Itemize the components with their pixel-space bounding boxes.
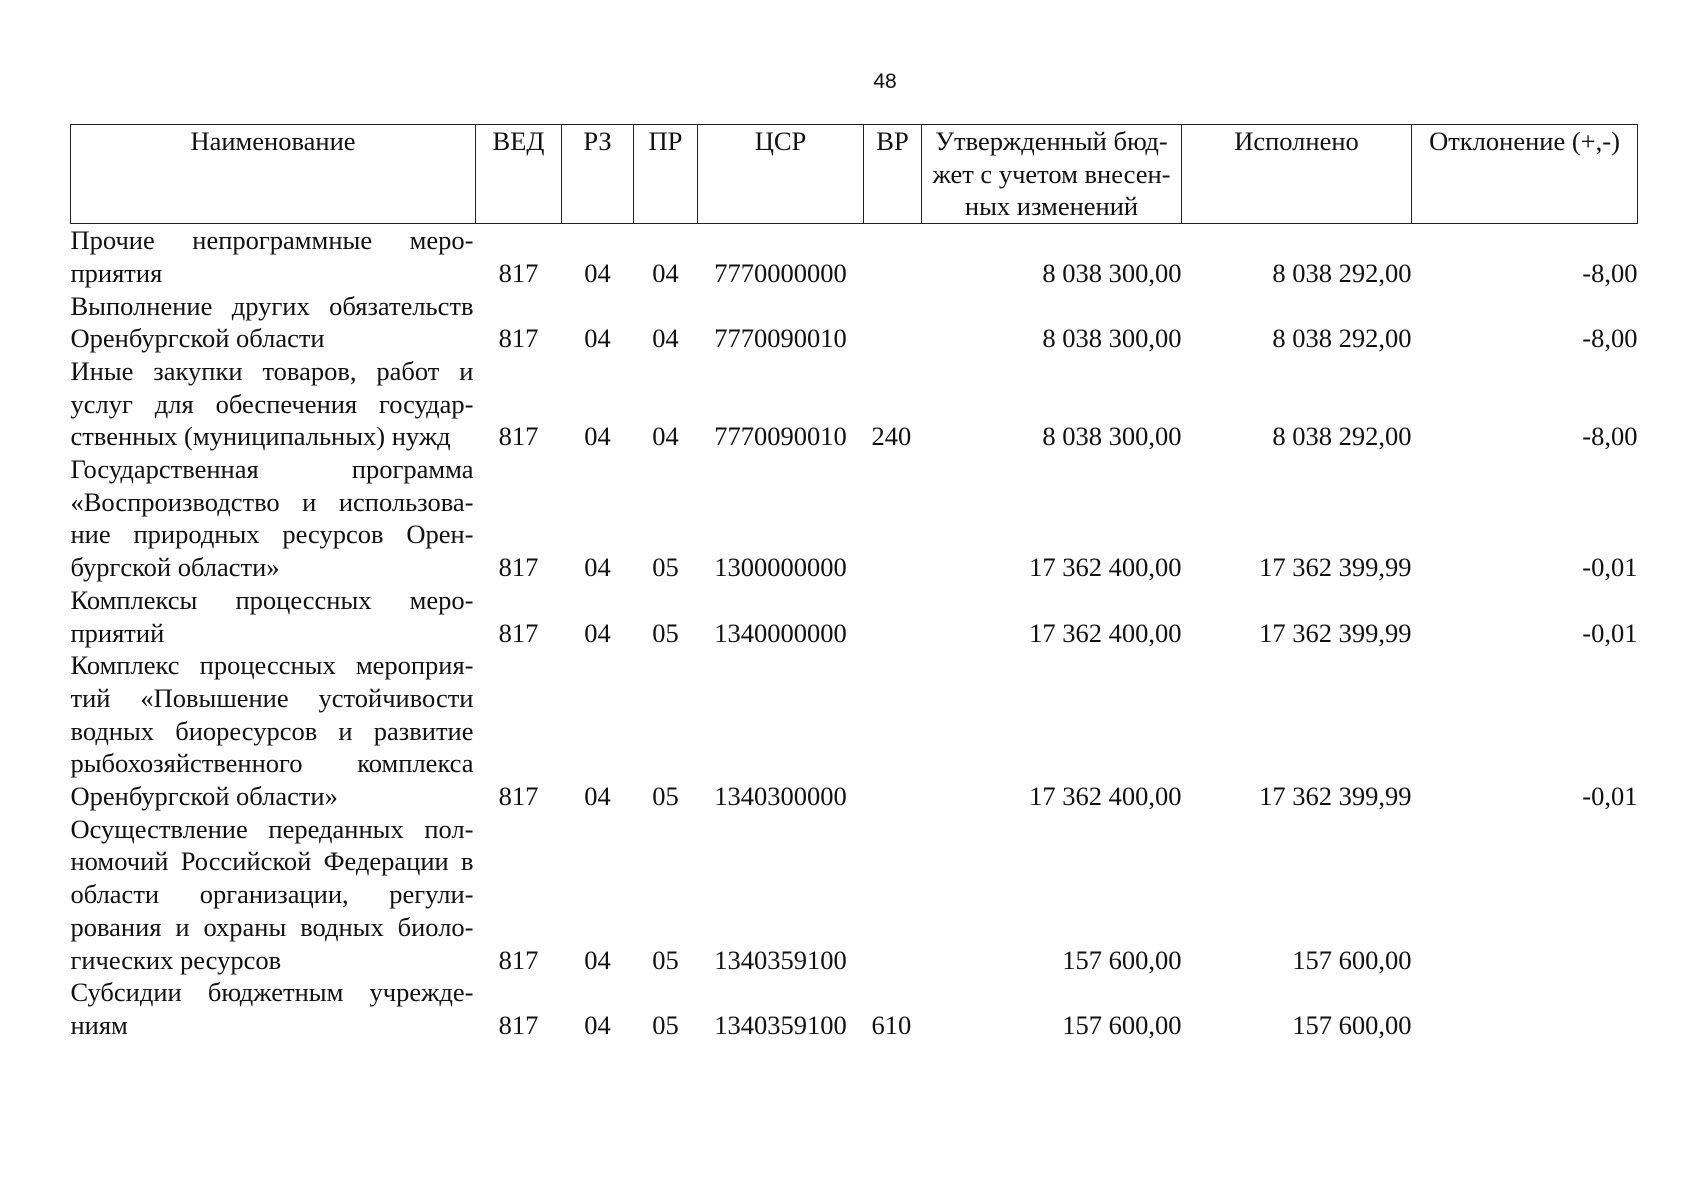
cell-name: Субсидии бюджетным учрежде-ниям <box>70 977 474 1040</box>
cell-approved: 17 362 400,00 <box>1029 617 1182 648</box>
cell-vr <box>864 649 922 813</box>
cell-vr <box>864 290 922 355</box>
cell-executed: 157 600,00 <box>1292 944 1412 975</box>
header-name: Наименование <box>71 125 476 224</box>
header-row <box>71 125 1638 224</box>
cell-executed: 157 600,00 <box>1292 1009 1412 1040</box>
cell-approved: 8 038 300,00 <box>1042 421 1182 452</box>
cell-ved: 817 <box>498 421 539 452</box>
cell-approved: 157 600,00 <box>1062 1009 1182 1040</box>
cell-ved: 817 <box>498 781 539 812</box>
cell-name: Комплексы процессных меро-приятий <box>70 584 474 648</box>
cell-deviation: -0,01 <box>1582 552 1638 583</box>
cell-executed: 17 362 399,99 <box>1259 781 1412 812</box>
header-ved: ВЕД <box>476 125 562 224</box>
cell-ved: 817 <box>498 323 539 354</box>
cell-name: Прочие непрограммные меро-приятия <box>70 225 474 288</box>
budget-table <box>70 124 1638 1042</box>
table-row <box>71 290 1638 355</box>
header-pr: ПР <box>634 125 698 224</box>
cell-pr: 05 <box>652 781 679 812</box>
cell-rz: 04 <box>584 617 611 648</box>
cell-ved: 817 <box>498 257 539 288</box>
cell-csr: 7770090010 <box>714 421 847 452</box>
cell-ved: 817 <box>498 552 539 583</box>
cell-executed: 8 038 292,00 <box>1272 323 1412 354</box>
cell-csr: 1340300000 <box>714 781 847 812</box>
cell-deviation: -8,00 <box>1582 323 1638 354</box>
table-row <box>71 355 1638 453</box>
table-body <box>71 224 1638 1042</box>
header-approved-budget: Утвержденный бюд-жет с учетом внесен-ных изменений <box>922 125 1182 224</box>
cell-csr: 7770090010 <box>714 323 847 354</box>
cell-approved: 8 038 300,00 <box>1042 257 1182 288</box>
cell-deviation: -8,00 <box>1582 257 1638 288</box>
cell-vr: 610 <box>871 1009 912 1040</box>
table-row <box>71 976 1638 1041</box>
cell-ved: 817 <box>498 1009 539 1040</box>
cell-rz: 04 <box>584 421 611 452</box>
cell-executed: 8 038 292,00 <box>1272 421 1412 452</box>
cell-deviation <box>1412 813 1638 977</box>
header-executed: Исполнено <box>1182 125 1412 224</box>
cell-csr: 1300000000 <box>714 552 847 583</box>
cell-csr: 7770000000 <box>714 257 847 288</box>
cell-executed: 17 362 399,99 <box>1259 617 1412 648</box>
table-row <box>71 813 1638 977</box>
cell-vr <box>864 813 922 977</box>
cell-rz: 04 <box>584 323 611 354</box>
cell-name: Осуществление переданных пол-номочий Российской Федерации в области организации, регули-рования и охраны водных биоло-гических ресурсов <box>70 813 474 975</box>
cell-vr <box>864 453 922 584</box>
cell-pr: 05 <box>652 552 679 583</box>
cell-rz: 04 <box>584 552 611 583</box>
table-row <box>71 649 1638 813</box>
cell-vr: 240 <box>871 421 912 452</box>
cell-pr: 05 <box>652 1009 679 1040</box>
cell-executed: 8 038 292,00 <box>1272 257 1412 288</box>
table-row <box>71 584 1638 649</box>
cell-approved: 8 038 300,00 <box>1042 323 1182 354</box>
header-vr: ВР <box>864 125 922 224</box>
cell-deviation: -8,00 <box>1582 421 1638 452</box>
cell-approved: 17 362 400,00 <box>1029 781 1182 812</box>
cell-name: Государственная программа «Воспроизводство и использова-ние природных ресурсов Орен-бургской области» <box>70 454 474 583</box>
cell-csr: 1340359100 <box>714 1009 847 1040</box>
cell-deviation: -0,01 <box>1582 617 1638 648</box>
cell-pr: 05 <box>652 617 679 648</box>
header-rz: РЗ <box>562 125 634 224</box>
page-number: 48 <box>873 70 897 93</box>
table-row <box>71 224 1638 290</box>
table-row <box>71 453 1638 584</box>
table-header <box>71 125 1638 224</box>
cell-csr: 1340000000 <box>714 617 847 648</box>
header-deviation: Отклонение (+,-) <box>1412 125 1638 224</box>
cell-name: Выполнение других обязательств Оренбургской области <box>70 290 474 354</box>
cell-approved: 157 600,00 <box>1062 944 1182 975</box>
cell-pr: 04 <box>652 421 679 452</box>
cell-name: Иные закупки товаров, работ и услуг для обеспечения государ-ственных (муниципальных) нужд <box>70 355 474 452</box>
cell-rz: 04 <box>584 257 611 288</box>
cell-pr: 04 <box>652 323 679 354</box>
cell-csr: 1340359100 <box>714 944 847 975</box>
cell-rz: 04 <box>584 1009 611 1040</box>
cell-ved: 817 <box>498 944 539 975</box>
header-csr: ЦСР <box>698 125 864 224</box>
cell-approved: 17 362 400,00 <box>1029 552 1182 583</box>
cell-executed: 17 362 399,99 <box>1259 552 1412 583</box>
cell-pr: 04 <box>652 257 679 288</box>
cell-name: Комплекс процессных мероприя-тий «Повышение устойчивости водных биоресурсов и развитие рыбохозяйственного комплекса Оренбургской области» <box>70 650 474 812</box>
cell-rz: 04 <box>584 781 611 812</box>
cell-pr: 05 <box>652 944 679 975</box>
cell-vr <box>864 584 922 649</box>
cell-rz: 04 <box>584 944 611 975</box>
cell-vr <box>864 224 922 290</box>
cell-ved: 817 <box>498 617 539 648</box>
cell-deviation: -0,01 <box>1582 781 1638 812</box>
cell-deviation <box>1412 976 1638 1041</box>
